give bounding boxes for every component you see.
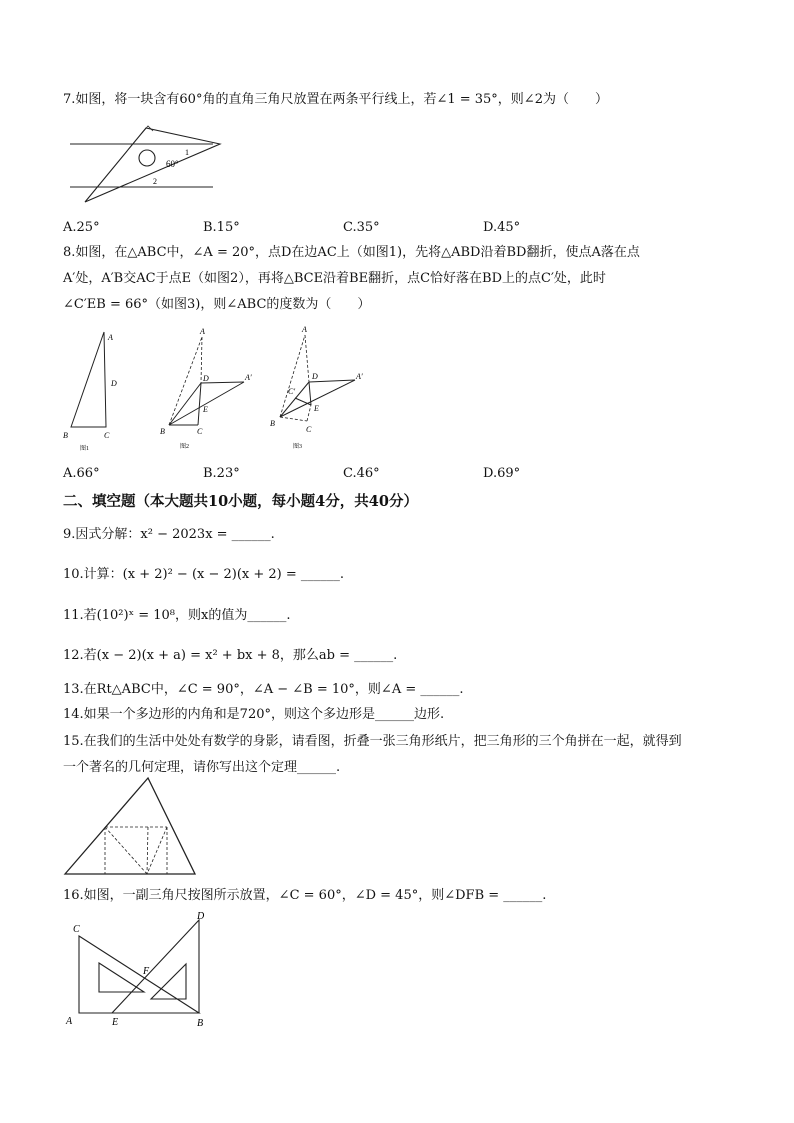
q7-option-a[interactable]: A.25°: [63, 220, 100, 235]
q16-label-d: D: [197, 911, 205, 922]
q7-figure: [68, 122, 228, 212]
q16-figure: [62, 908, 212, 1033]
fig1-label-d: D: [111, 379, 117, 388]
q15-line2: 一个著名的几何定理，请你写出这个定理______.: [63, 760, 341, 775]
q8-option-b[interactable]: B.23°: [203, 466, 240, 481]
fig2-label-d: D: [203, 374, 209, 383]
q9-line: 9.因式分解：x² − 2023x = ______.: [63, 527, 275, 542]
section2-heading: 二、填空题（本大题共10小题，每小题4分，共40分）: [63, 493, 418, 510]
q7-angle2-label: 2: [153, 177, 157, 186]
q8-stem-line1: 8.如图，在△ABC中，∠A = 20°，点D在边AC上（如图1)，先将△ABD沿着BD翻折，使点A落在点: [63, 245, 640, 260]
q16-label-b: B: [197, 1018, 204, 1029]
fig3-label-d: D: [312, 372, 318, 381]
q12-line: 12.若(x − 2)(x + a) = x² + bx + 8，那么ab = ______.: [63, 648, 398, 663]
fig3-label-a: A: [302, 325, 307, 334]
fig2-label-a1: A′: [245, 373, 252, 382]
q10-line: 10.计算：(x + 2)² − (x − 2)(x + 2) = ______.: [63, 567, 345, 582]
q8-stem-line3: ∠C′EB = 66°（如图3)，则∠ABC的度数为（ ）: [63, 297, 371, 312]
q15-triangle-figure: [65, 778, 205, 878]
fig2-label-c: C: [197, 427, 203, 436]
fig2-caption: 图2: [180, 444, 190, 450]
q8-option-c[interactable]: C.46°: [343, 466, 380, 481]
q15-line1: 15.在我们的生活中处处有数学的身影，请看图，折叠一张三角形纸片，把三角形的三个角拼在一起，就得到: [63, 734, 682, 749]
fig3-label-a1: A′: [356, 372, 363, 381]
fig1-caption: 图1: [80, 446, 90, 452]
fig3-label-b: B: [270, 419, 275, 428]
q11-line: 11.若(10²)ˣ = 10⁸，则x的值为______.: [63, 608, 291, 623]
q8-options: [63, 466, 623, 484]
q16-stem: 16.如图，一副三角尺按图所示放置，∠C = 60°，∠D = 45°，则∠DFB = ______.: [63, 888, 547, 903]
q14-line: 14.如果一个多边形的内角和是720°，则这个多边形是______边形.: [63, 707, 445, 722]
fig3-label-c1: C′: [288, 387, 296, 396]
q16-label-f: F: [143, 966, 150, 977]
q16-label-c: C: [73, 924, 80, 935]
q7-stem: 7.如图，将一块含有60°角的直角三角尺放置在两条平行线上，若∠1 = 35°，则∠2为（ ）: [63, 92, 608, 107]
q7-angle-label: 60°: [166, 159, 179, 169]
fig3-label-c: C: [306, 425, 312, 434]
fig2-label-a: A: [200, 327, 205, 336]
q13-line: 13.在Rt△ABC中，∠C = 90°，∠A − ∠B = 10°，则∠A = ______.: [63, 682, 464, 697]
q8-stem-line2: A′处，A′B交AC于点E（如图2），再将△BCE沿着BE翻折，点C恰好落在BD上的点C′处，此时: [63, 271, 606, 286]
q16-label-a: A: [66, 1016, 73, 1027]
q16-label-e: E: [112, 1017, 119, 1028]
q7-option-b[interactable]: B.15°: [203, 220, 240, 235]
fig3-caption: 图3: [293, 444, 303, 450]
fig1-label-a: A: [108, 333, 113, 342]
q7-angle1-label: 1: [185, 148, 189, 157]
fig2-label-e: E: [203, 405, 208, 414]
q8-figures: [58, 325, 378, 455]
q7-option-d[interactable]: D.45°: [483, 220, 521, 235]
fig1-label-b: B: [63, 431, 68, 440]
q7-options: [63, 220, 623, 238]
fig1-label-c: C: [104, 431, 110, 440]
q7-option-c[interactable]: C.35°: [343, 220, 380, 235]
fig2-label-b: B: [160, 427, 165, 436]
q8-option-a[interactable]: A.66°: [63, 466, 100, 481]
q8-option-d[interactable]: D.69°: [483, 466, 521, 481]
fig3-label-e: E: [314, 404, 319, 413]
